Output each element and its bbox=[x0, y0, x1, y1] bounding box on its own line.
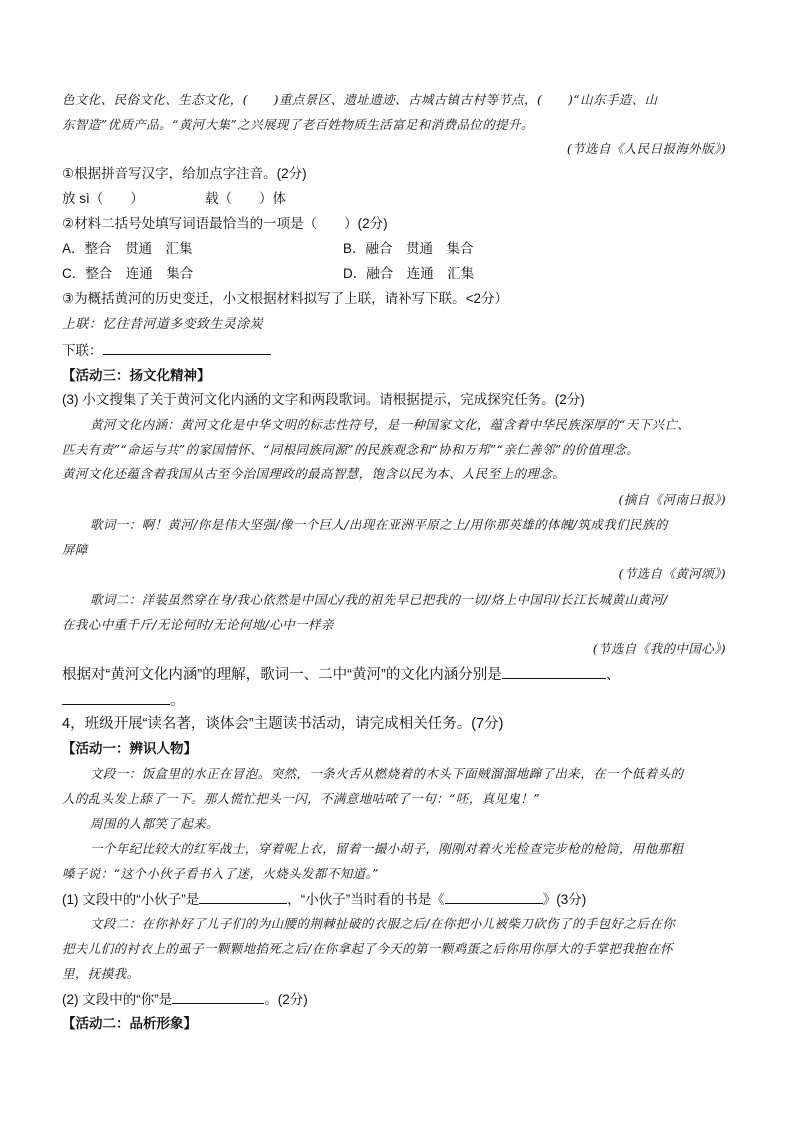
culture-text-line: 黄河文化内涵：黄河文化是中华文明的标志性符号，是一种国家文化，蕴含着中华民族深厚的“天下兴亡、 bbox=[90, 417, 691, 432]
option-b: B．融合 贯通 集合 bbox=[343, 241, 474, 256]
passage-two-line: 文段二：在你补好了儿子们的为山腰的荆棘扯破的衣服之后/在你把小儿被柴刀砍伤了的手包好之后在你 bbox=[90, 916, 676, 931]
passage-two-line: 把夫儿们的衬衣上的虱子一颗颗地掐死之后/在你拿起了今天的第一颗鸡蛋之后你用你厚大的手掌把我抱在怀 bbox=[62, 941, 673, 956]
lyric-two-line: 在我心中重千斤/无论何时/无论何地/心中一样亲 bbox=[62, 617, 334, 632]
passage-one-line: 一个年纪比较大的红军战士，穿着呢上衣，留着一撮小胡子，刚刚对着火光检查完步枪的枪筒，用他那粗 bbox=[90, 841, 684, 856]
option-d: D．融合 连通 汇集 bbox=[343, 266, 475, 281]
pinyin-item-1: 放 sì（ ） bbox=[62, 191, 144, 206]
activity2-heading: 【活动二：品析形象】 bbox=[62, 1016, 197, 1031]
source-citation: (节选自《人民日报海外版》) bbox=[566, 141, 726, 156]
culture-text-line: 匹夫有责”“命运与共”的家国情怀、“同根同族同源”的民族观念和“协和万邦”“亲仁善邻”的价值理念。 bbox=[62, 442, 640, 457]
you-identity-blank[interactable] bbox=[172, 991, 264, 1004]
character-name-blank[interactable] bbox=[199, 891, 287, 904]
passage-one-line: 文段一：饭盒里的水正在冒泡。突然，一条火舌从燃烧着的木头下面贼溜溜地蹿了出来，在一个低着头的 bbox=[90, 766, 684, 781]
activity3-heading: 【活动三：扬文化精神】 bbox=[62, 368, 211, 383]
option-c: C．整合 连通 集合 bbox=[62, 266, 194, 281]
culture-answer-row bbox=[62, 666, 620, 684]
couplet-lower-label: 下联： bbox=[62, 343, 103, 358]
activity1-heading: 【活动一：辨识人物】 bbox=[62, 741, 197, 756]
source-citation: (节选自《黄河颂》) bbox=[618, 566, 726, 581]
question4-2-row bbox=[62, 991, 308, 1008]
question-pinyin: ①根据拼音写汉字，给加点字注音。(2分) bbox=[62, 166, 307, 181]
couplet-lower-row bbox=[62, 342, 271, 359]
material-paragraph-line: 色文化、民俗文化、生态文化，( )重点景区、遗址遗迹、古城古镇古村等节点，( )“山东手造、山 bbox=[62, 92, 658, 107]
source-citation: (摘自《河南日报》) bbox=[618, 492, 726, 507]
question4-1-row bbox=[62, 891, 586, 908]
source-citation: (节选自《我的中国心》) bbox=[592, 641, 726, 656]
culture-answer-blank-2[interactable] bbox=[62, 692, 170, 705]
answer-separator: 、 bbox=[605, 667, 621, 683]
passage-one-line: 嗓子说：“这个小伙子看书入了迷，火烧头发都不知道。” bbox=[62, 866, 379, 881]
culture-answer-row-2 bbox=[62, 692, 185, 710]
question4-title: 4，班级开展“读名著，谈体会”主题读书活动，请完成相关任务。(7分) bbox=[62, 716, 504, 732]
question4-1-end: 》(3分) bbox=[542, 892, 587, 907]
pinyin-item-2: 载（ ）体 bbox=[205, 191, 286, 206]
culture-answer-blank-1[interactable] bbox=[502, 666, 606, 679]
question4-1-prompt: (1) 文段中的“小伙子”是 bbox=[62, 892, 200, 907]
culture-answer-prompt: 根据对“黄河文化内涵”的理解，歌词一、二中“黄河”的文化内涵分别是 bbox=[62, 667, 502, 683]
passage-one-line: 人的乱头发上舔了一下。那人慌忙把头一闪，不满意地咕哝了一句：“呸，真见鬼！” bbox=[62, 791, 540, 806]
couplet-answer-blank[interactable] bbox=[103, 342, 271, 355]
culture-text-line: 黄河文化还蕴含着我国从古至今治国理政的最高智慧，饱含以民为本、人民至上的理念。 bbox=[62, 466, 566, 481]
question-couplet: ③为概括黄河的历史变迁，小文根据材料拟写了上联，请补写下联。<2分） bbox=[62, 291, 508, 306]
couplet-upper: 上联：忆往昔河道多变致生灵涂炭 bbox=[62, 317, 264, 332]
option-a: A．整合 贯通 汇集 bbox=[62, 241, 193, 256]
passage-one-line: 周围的人都笑了起来。 bbox=[90, 816, 220, 831]
passage-two-line: 里，抚摸我。 bbox=[62, 966, 140, 981]
lyric-two-line: 歌词二：洋装虽然穿在身/我心依然是中国心/我的祖先早已把我的一切/烙上中国印/长江长城黄山黄河/ bbox=[90, 592, 668, 607]
activity3-question: (3) 小文搜集了关于黄河文化内涵的文字和两段歌词。请根据提示，完成探究任务。(2分) bbox=[62, 392, 585, 407]
material-paragraph-line: 东智造”优质产品。“黄河大集”之兴展现了老百姓物质生活富足和消费品位的提升。 bbox=[62, 117, 534, 132]
question-choice: ②材料二括号处填写词语最恰当的一项是（ ）(2分) bbox=[62, 216, 388, 231]
answer-end: 。 bbox=[170, 693, 185, 709]
lyric-one-line: 歌词一：啊！黄河/你是伟大坚强/像一个巨人/出现在亚洲平原之上/用你那英雄的体魄/筑成我们民族的 bbox=[90, 517, 668, 532]
question4-2-end: 。(2分) bbox=[264, 992, 308, 1007]
question4-2-prompt: (2) 文段中的“你”是 bbox=[62, 992, 173, 1007]
question4-1-mid: ，“小伙子”当时看的书是《 bbox=[287, 892, 445, 907]
lyric-one-line: 屏障 bbox=[62, 542, 88, 557]
book-title-blank[interactable] bbox=[445, 891, 543, 904]
